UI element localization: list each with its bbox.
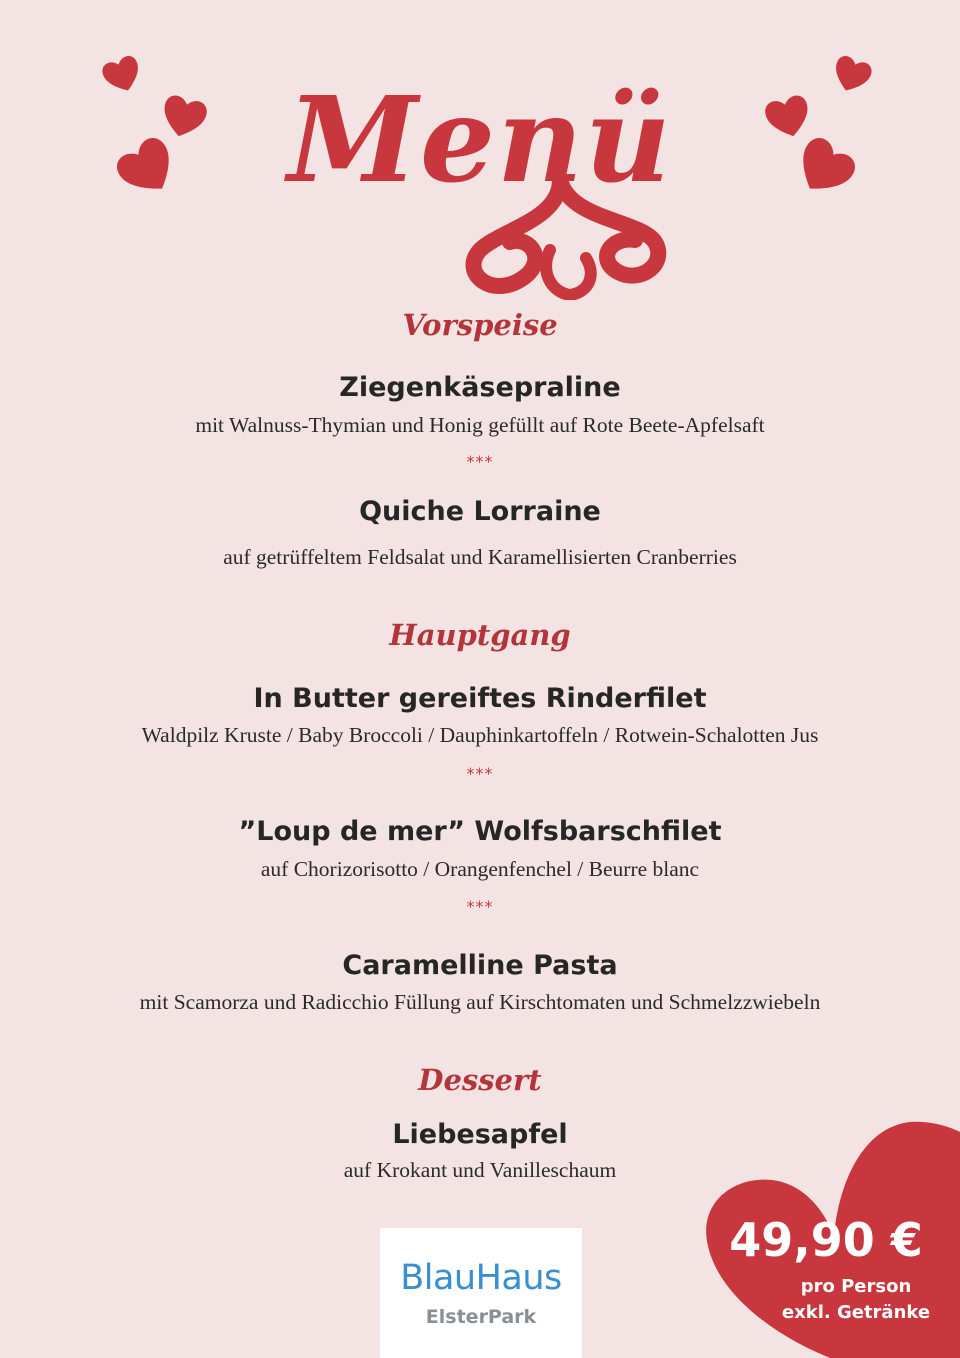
title-swash xyxy=(440,180,700,300)
dish-description: auf Chorizorisotto / Orangenfenchel / Beurre blanc xyxy=(260,857,700,881)
price-note-drinks: exkl. Getränke xyxy=(781,1302,931,1323)
dish-name: Liebesapfel xyxy=(392,1119,568,1150)
logo-sub-text: ElsterPark xyxy=(425,1306,537,1328)
separator: *** xyxy=(466,764,494,783)
section-title-dessert: Dessert xyxy=(418,1063,542,1097)
dish-name: Ziegenkäsepraline xyxy=(339,372,621,403)
separator: *** xyxy=(466,897,494,916)
page-title: Menü xyxy=(287,70,673,209)
section-title-vorspeise: Vorspeise xyxy=(402,308,558,342)
dish-description: auf getrüffeltem Feldsalat und Karamellisierten Cranberries xyxy=(223,545,737,569)
dish-description: Waldpilz Kruste / Baby Broccoli / Dauphinkartoffeln / Rotwein-Schalotten Jus xyxy=(141,723,819,747)
price-value: 49,90 € xyxy=(729,1213,923,1267)
logo xyxy=(380,1228,582,1358)
title-area xyxy=(0,40,960,300)
dish-description: mit Scamorza und Radicchio Füllung auf Kirschtomaten und Schmelzzwiebeln xyxy=(139,990,821,1014)
separator: *** xyxy=(466,452,494,471)
price-note-person: pro Person xyxy=(800,1276,912,1297)
dish-name: Quiche Lorraine xyxy=(359,496,601,527)
dish-description: mit Walnuss-Thymian und Honig gefüllt auf Rote Beete-Apfelsaft xyxy=(195,413,765,437)
dish-name: Caramelline Pasta xyxy=(342,950,618,981)
dish-name: In Butter gereiftes Rinderfilet xyxy=(253,683,707,714)
section-title-hauptgang: Hauptgang xyxy=(389,618,571,652)
dish-description: auf Krokant und Vanilleschaum xyxy=(343,1158,617,1182)
dish-name: ”Loup de mer” Wolfsbarschfilet xyxy=(238,816,722,847)
logo-main-text: BlauHaus xyxy=(400,1258,562,1298)
